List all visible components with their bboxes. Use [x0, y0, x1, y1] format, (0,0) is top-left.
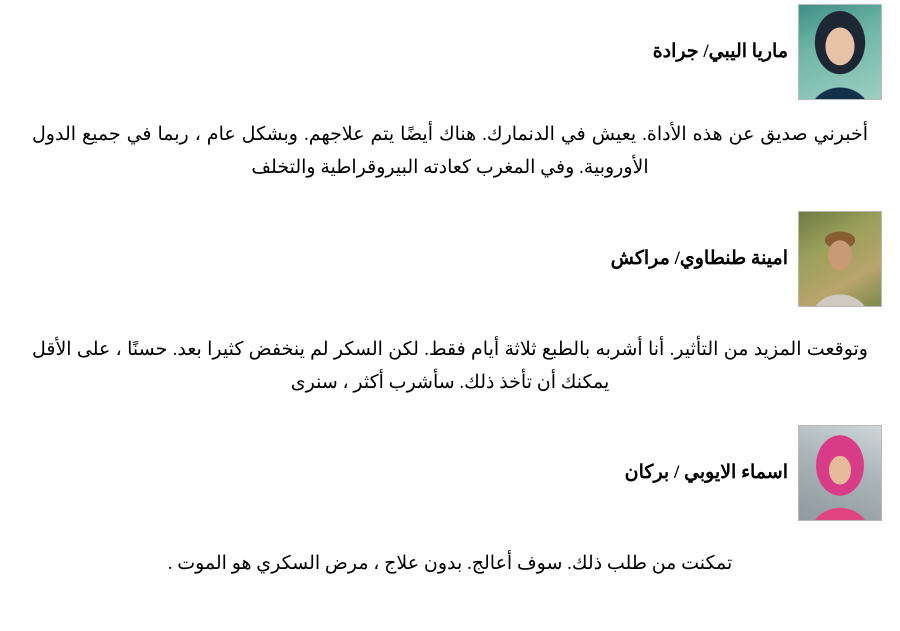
- testimonial-text: أخبرني صديق عن هذه الأداة. يعيش في الدنمارك. هناك أيضًا يتم علاجهم. وبشكل عام ، ربما في جميع الدول الأوروبية. وفي المغرب كعادته البيروقراطية والتخلف: [32, 124, 868, 179]
- testimonial-entry: [18, 4, 882, 185]
- author-name: امينة طنطاوي/ مراكش: [610, 247, 788, 269]
- testimonial-header: [18, 425, 882, 521]
- author-name: اسماء الايوبي / بركان: [624, 462, 788, 483]
- testimonial-entry: [18, 211, 882, 400]
- avatar: [798, 425, 882, 521]
- avatar-photo: [799, 212, 881, 306]
- avatar-photo: [799, 5, 881, 99]
- avatar: [798, 4, 882, 100]
- author-name: ماريا اليبي/ جرادة: [652, 41, 788, 62]
- testimonial-text: وتوقعت المزيد من التأثير. أنا أشربه بالطبع ثلاثة أيام فقط. لكن السكر لم ينخفض كثيرا بعد. حسنًا ، على الأقل يمكنك أن تأخذ ذلك. سأشرب أكثر ، سنرى: [32, 338, 868, 393]
- testimonial-text: تمكنت من طلب ذلك. سوف أعالج. بدون علاج ، مرض السكري هو الموت .: [167, 553, 733, 574]
- testimonial-header: [18, 211, 882, 307]
- avatar: [798, 211, 882, 307]
- document-page: [0, 4, 900, 631]
- testimonial-header: [18, 4, 882, 100]
- testimonial-entry: [18, 425, 882, 580]
- avatar-photo: [799, 426, 881, 520]
